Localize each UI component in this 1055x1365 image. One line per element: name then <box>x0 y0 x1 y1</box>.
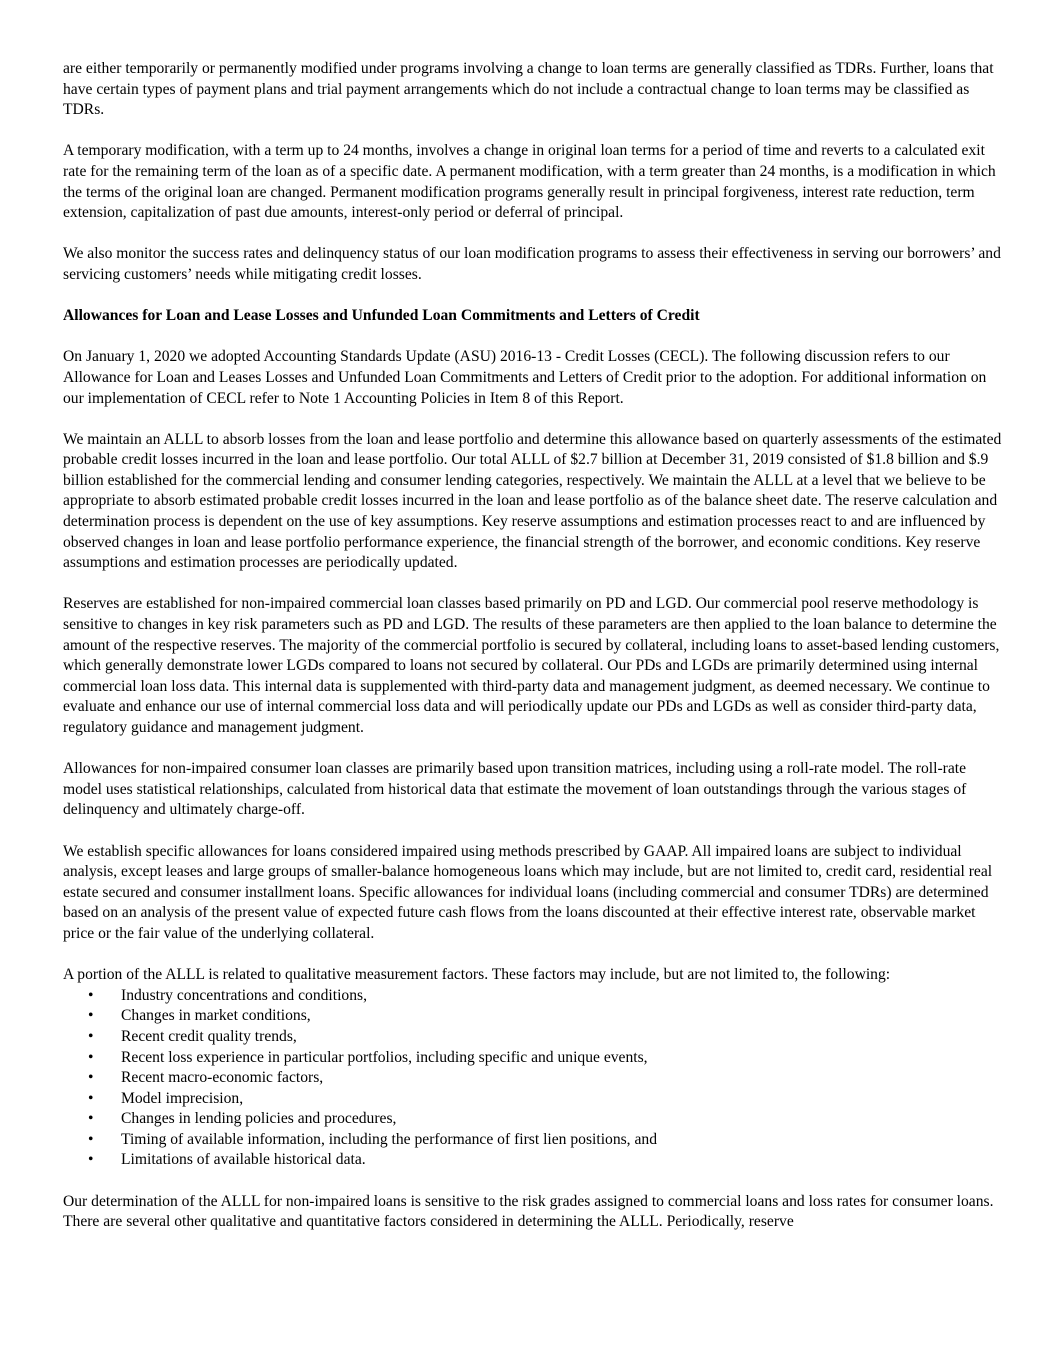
paragraph-alll-overview: We maintain an ALLL to absorb losses from the loan and lease portfolio and determine this allowance based on quarterly assessments of the estimated probable credit losses incurred in the loan and lease portfolio. Our total ALLL of $2.7 billion at December 31, 2019 consisted of $1.8 billion and $.9 billion established for the commercial lending and consumer lending categories, respectively. We maintain the ALLL at a level that we believe to be appropriate to absorb estimated probable credit losses incurred in the loan and lease portfolio as of the balance sheet date. The reserve calculation and determination process is dependent on the use of key assumptions. Key reserve assumptions and estimation processes react to and are influenced by observed changes in loan and lease portfolio performance experience, the financial strength of the borrower, and economic conditions. Key reserve assumptions and estimation processes are periodically updated. <box>63 430 1002 572</box>
document-page <box>63 59 1003 1233</box>
bullet-glyph: • <box>88 1130 94 1148</box>
list-item <box>63 1068 1003 1089</box>
paragraph-cecl-adoption: On January 1, 2020 we adopted Accounting Standards Update (ASU) 2016-13 - Credit Losses (CECL). The following discussion refers to our Allowance for Loan and Leases Losses and Unfunded Loan Commitments and Letters of Credit prior to the adoption. For additional information on our implementation of CECL refer to Note 1 Accounting Policies in Item 8 of this Report. <box>63 348 987 407</box>
paragraph-temporary-modification: A temporary modification, with a term up to 24 months, involves a change in original loan terms for a period of time and reverts to a calculated exit rate for the remaining term of the loan as of a specific date. A permanent modification, with a term greater than 24 months, is a modification in which the terms of the original loan are changed. Permanent modification programs generally result in principal forgiveness, interest rate reduction, term extension, capitalization of past due amounts, interest-only period or deferral of principal. <box>63 142 996 222</box>
list-item-text: Recent macro-economic factors, <box>121 1069 324 1087</box>
list-item <box>63 1027 1003 1048</box>
list-item-text: Changes in market conditions, <box>121 1007 311 1025</box>
section-heading: Allowances for Loan and Lease Losses and Unfunded Loan Commitments and Letters of Credit <box>63 307 700 325</box>
list-item-text: Timing of available information, including the performance of first lien positions, and <box>121 1130 657 1148</box>
paragraph-commercial-reserves: Reserves are established for non-impaired commercial loan classes based primarily on PD and LGD. Our commercial pool reserve methodology is sensitive to changes in key risk parameters such as PD and LGD. The results of these parameters are then applied to the loan balance to determine the amount of the respective reserves. The majority of the commercial portfolio is secured by collateral, including loans to asset-based lending customers, which generally demonstrate lower LGDs compared to loans not secured by collateral. Our PDs and LGDs are primarily determined using internal commercial loan loss data. This internal data is supplemented with third-party data and management judgment, as deemed necessary. We continue to evaluate and enhance our use of internal commercial loss data and will periodically update our PDs and LGDs as well as consider third-party data, regulatory guidance and management judgment. <box>63 595 1000 736</box>
list-item <box>63 1089 1003 1110</box>
paragraph-alll-sensitivity: Our determination of the ALLL for non-impaired loans is sensitive to the risk grades assigned to commercial loans and loss rates for consumer loans. There are several other qualitative and quantitative factors considered in determining the ALLL. Periodically, reserve <box>63 1192 994 1231</box>
list-item <box>63 1006 1003 1027</box>
paragraph-tdr-classification: are either temporarily or permanently modified under programs involving a change to loan terms are generally classified as TDRs. Further, loans that have certain types of payment plans and trial payment arrangements which do not include a contractual change to loan terms may be classified as TDRs. <box>63 60 994 119</box>
list-item-text: Industry concentrations and conditions, <box>121 986 367 1004</box>
bullet-glyph: • <box>88 986 94 1004</box>
paragraph-monitoring: We also monitor the success rates and delinquency status of our loan modification programs to assess their effectiveness in serving our borrowers’ and servicing customers’ needs while mitigating credit losses. <box>63 245 1001 283</box>
list-item <box>63 1150 1003 1171</box>
bullet-glyph: • <box>88 1151 94 1169</box>
list-item-text: Model imprecision, <box>121 1089 244 1107</box>
qualitative-factors-list <box>63 986 1003 1171</box>
paragraph-consumer-allowances: Allowances for non-impaired consumer loan classes are primarily based upon transition matrices, including using a roll-rate model. The roll-rate model uses statistical relationships, calculated from historical data that estimate the movement of loan outstandings through the various stages of delinquency and ultimately charge-off. <box>63 760 967 819</box>
bullet-glyph: • <box>88 1089 94 1107</box>
bullet-glyph: • <box>88 1048 94 1066</box>
bullet-glyph: • <box>88 1069 94 1087</box>
list-item <box>63 1109 1003 1130</box>
list-item-text: Limitations of available historical data. <box>121 1151 366 1169</box>
list-item <box>63 986 1003 1007</box>
list-item-text: Recent credit quality trends, <box>121 1027 297 1045</box>
bullet-glyph: • <box>88 1007 94 1025</box>
list-item <box>63 1048 1003 1069</box>
bullet-glyph: • <box>88 1110 94 1128</box>
list-item-text: Recent loss experience in particular portfolios, including specific and unique events, <box>121 1048 648 1066</box>
qualitative-factors-intro: A portion of the ALLL is related to qualitative measurement factors. These factors may include, but are not limited to, the following: <box>63 966 891 984</box>
paragraph-specific-allowances: We establish specific allowances for loans considered impaired using methods prescribed by GAAP. All impaired loans are subject to individual analysis, except leases and large groups of smaller-balance homogeneous loans which may include, but are not limited to, credit card, residential real estate secured and consumer installment loans. Specific allowances for individual loans (including commercial and consumer TDRs) are determined based on an analysis of the present value of expected future cash flows from the loans discounted at their effective interest rate, observable market price or the fair value of the underlying collateral. <box>63 842 993 942</box>
list-item <box>63 1130 1003 1151</box>
bullet-glyph: • <box>88 1027 94 1045</box>
list-item-text: Changes in lending policies and procedures, <box>121 1110 397 1128</box>
